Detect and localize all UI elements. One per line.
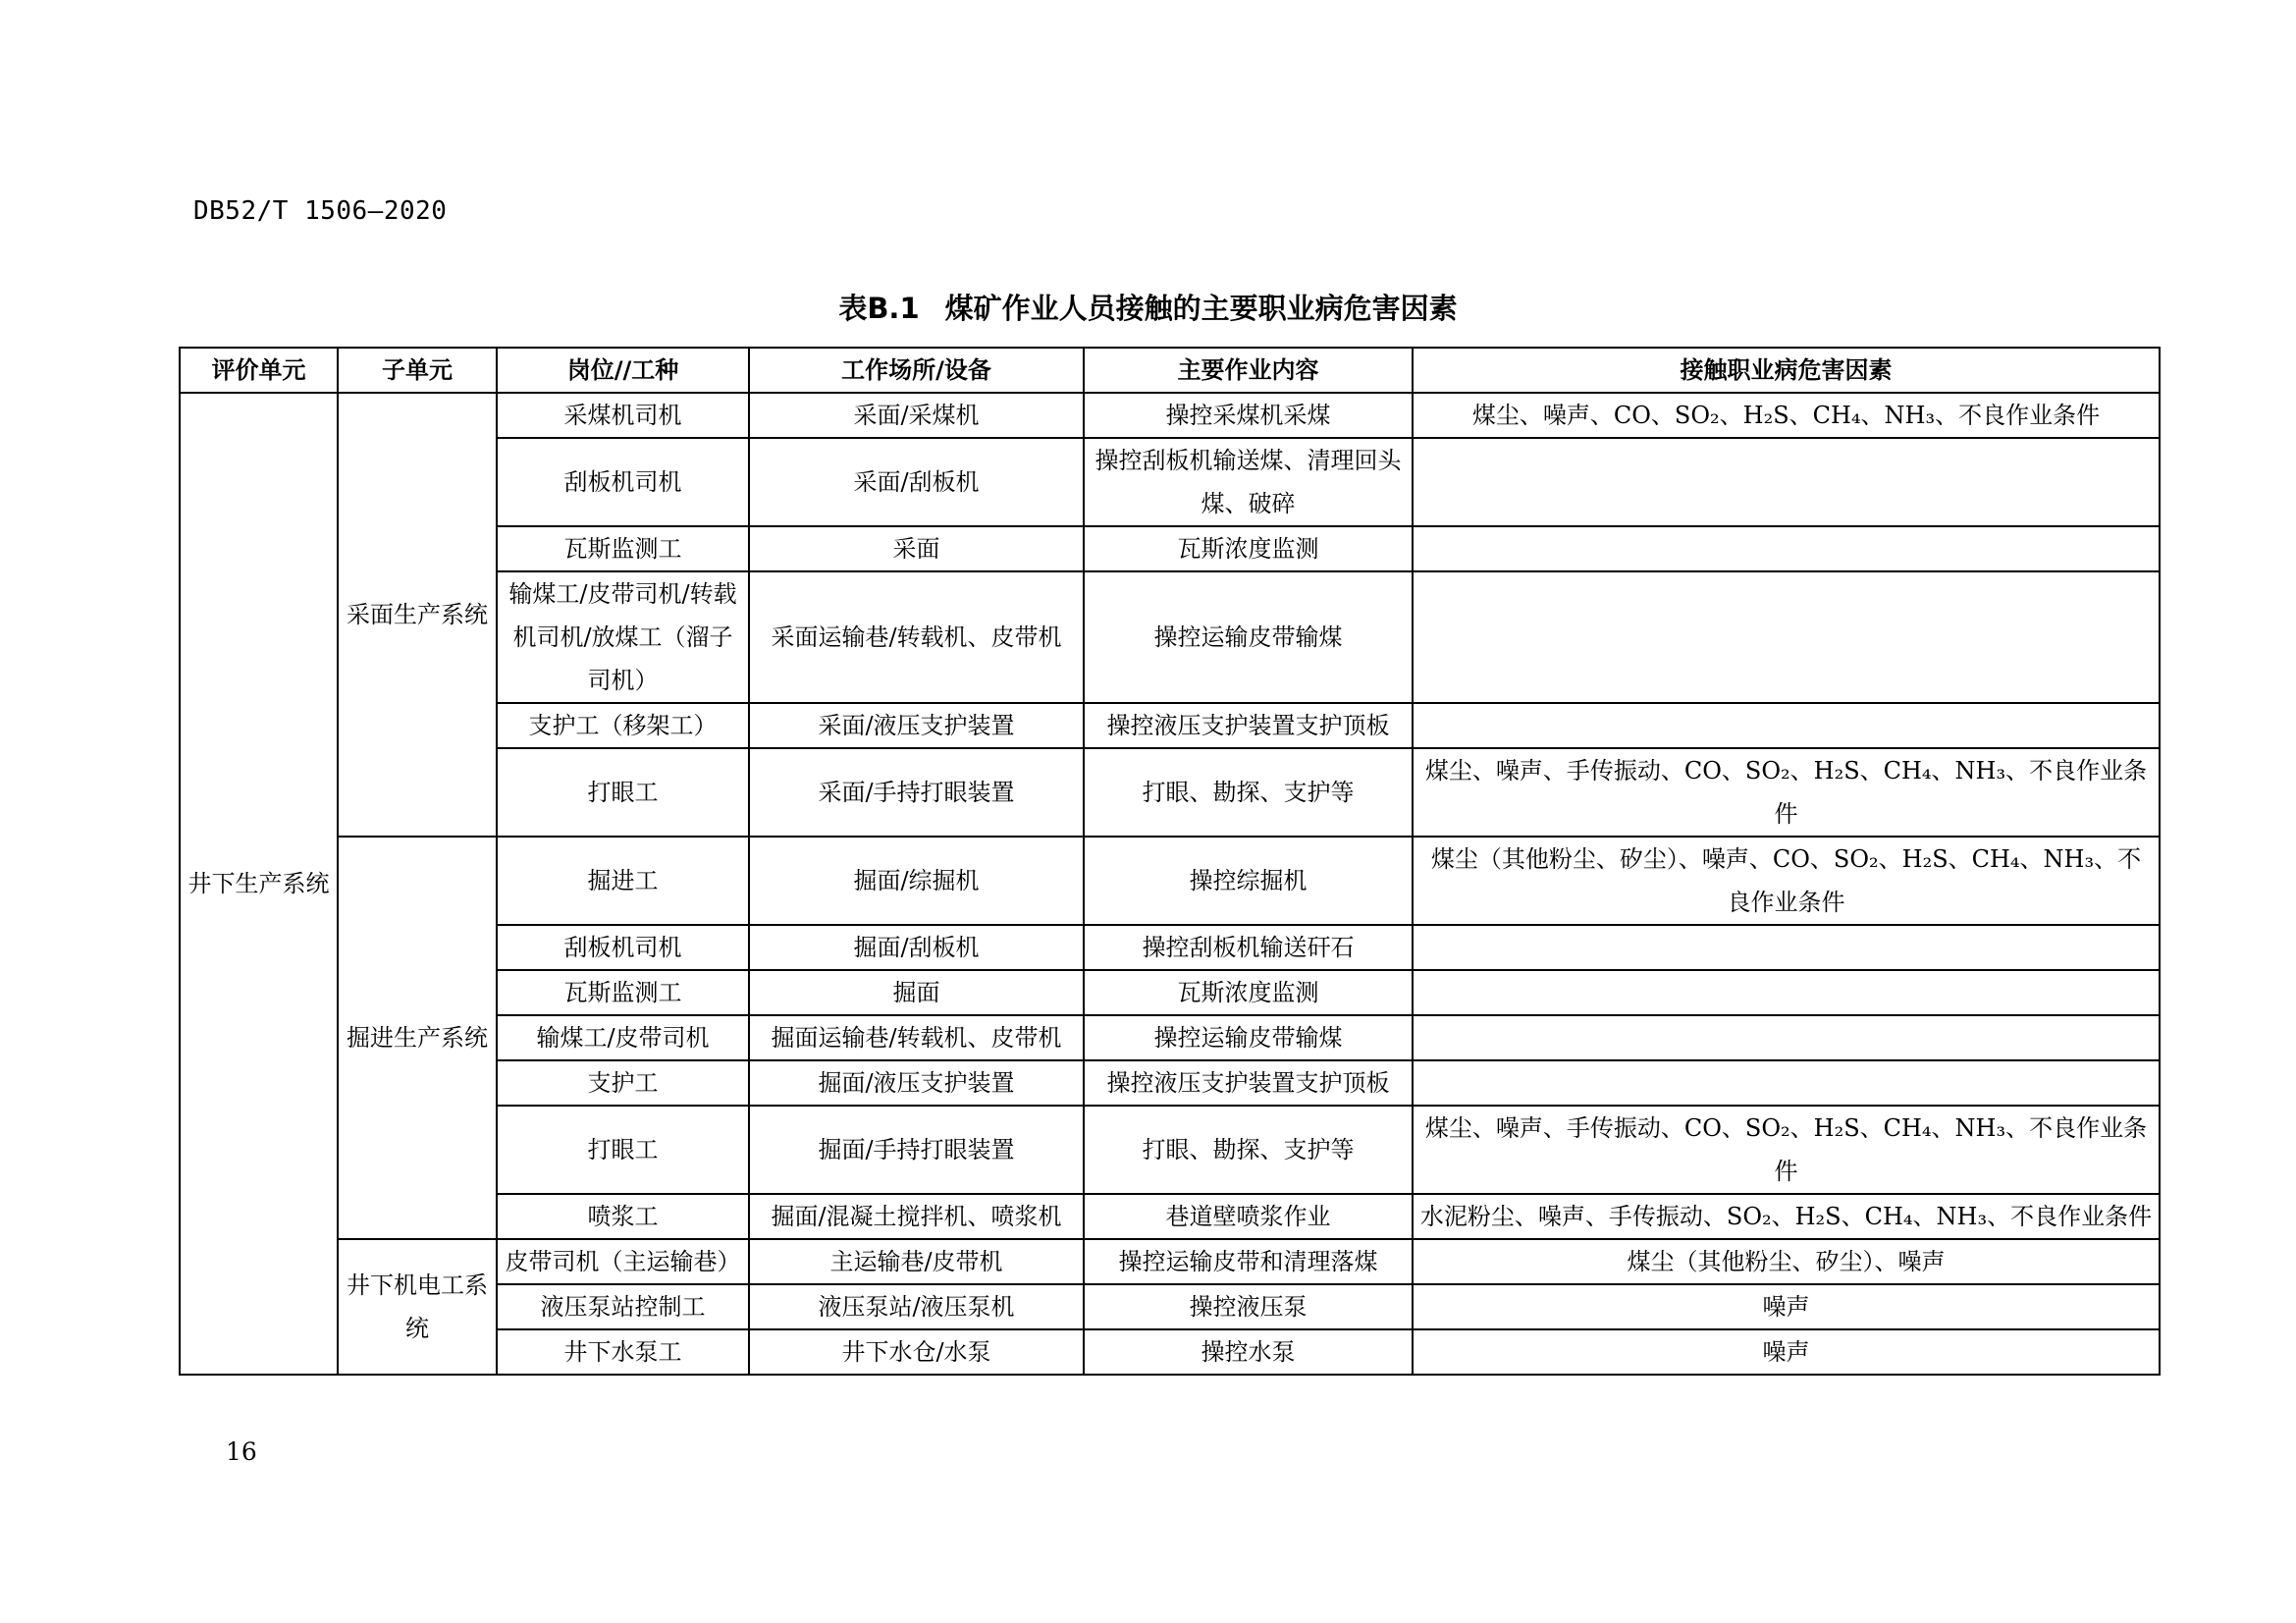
job-cell: 输煤工/皮带司机	[497, 1015, 749, 1060]
task-cell: 操控刮板机输送煤、清理回头煤、破碎	[1084, 438, 1413, 526]
table-title	[0, 287, 2296, 327]
workplace-cell: 掘面/混凝土搅拌机、喷浆机	[749, 1194, 1084, 1239]
job-cell: 瓦斯监测工	[497, 526, 749, 571]
evaluation-unit-cell: 井下生产系统	[180, 393, 338, 1375]
table-caption: 煤矿作业人员接触的主要职业病危害因素	[944, 292, 1458, 325]
task-cell: 操控综掘机	[1084, 837, 1413, 925]
page-number: 16	[226, 1437, 257, 1466]
task-cell: 瓦斯浓度监测	[1084, 526, 1413, 571]
hazard-cell: 煤尘、噪声、手传振动、CO、SO₂、H₂S、CH₄、NH₃、不良作业条件	[1413, 1106, 2160, 1194]
header-cell: 接触职业病危害因素	[1413, 348, 2160, 393]
job-cell: 刮板机司机	[497, 438, 749, 526]
job-cell: 支护工（移架工）	[497, 703, 749, 748]
table-row	[180, 837, 2160, 925]
job-cell: 打眼工	[497, 748, 749, 837]
workplace-cell: 采面/液压支护装置	[749, 703, 1084, 748]
workplace-cell: 掘面/综掘机	[749, 837, 1084, 925]
hazard-cell: 噪声	[1413, 1284, 2160, 1329]
header-cell: 工作场所/设备	[749, 348, 1084, 393]
hazard-cell	[1413, 703, 2160, 748]
task-cell: 打眼、勘探、支护等	[1084, 1106, 1413, 1194]
header-cell: 岗位//工种	[497, 348, 749, 393]
sub-unit-cell: 井下机电工系统	[338, 1239, 497, 1375]
table-header-row	[180, 348, 2160, 393]
workplace-cell: 采面/手持打眼装置	[749, 748, 1084, 837]
sub-unit-cell: 掘进生产系统	[338, 837, 497, 1239]
task-cell: 巷道壁喷浆作业	[1084, 1194, 1413, 1239]
header-cell: 主要作业内容	[1084, 348, 1413, 393]
document-id: DB52/T 1506—2020	[193, 196, 448, 226]
hazard-cell: 噪声	[1413, 1329, 2160, 1375]
job-cell: 掘进工	[497, 837, 749, 925]
hazard-cell: 煤尘（其他粉尘、矽尘）、噪声、CO、SO₂、H₂S、CH₄、NH₃、不良作业条件	[1413, 837, 2160, 925]
workplace-cell: 掘面/刮板机	[749, 925, 1084, 970]
table-number: 表B.1	[838, 292, 920, 325]
workplace-cell: 井下水仓/水泵	[749, 1329, 1084, 1375]
workplace-cell: 液压泵站/液压泵机	[749, 1284, 1084, 1329]
task-cell: 操控刮板机输送矸石	[1084, 925, 1413, 970]
job-cell: 皮带司机（主运输巷）	[497, 1239, 749, 1284]
job-cell: 支护工	[497, 1060, 749, 1106]
workplace-cell: 采面	[749, 526, 1084, 571]
header-cell: 子单元	[338, 348, 497, 393]
workplace-cell: 采面/刮板机	[749, 438, 1084, 526]
table-row	[180, 393, 2160, 438]
sub-unit-cell: 采面生产系统	[338, 393, 497, 837]
table-row	[180, 1239, 2160, 1284]
task-cell: 操控水泵	[1084, 1329, 1413, 1375]
task-cell: 操控采煤机采煤	[1084, 393, 1413, 438]
job-cell: 液压泵站控制工	[497, 1284, 749, 1329]
job-cell: 采煤机司机	[497, 393, 749, 438]
hazard-cell	[1413, 571, 2160, 703]
hazard-cell	[1413, 1060, 2160, 1106]
workplace-cell: 掘面/手持打眼装置	[749, 1106, 1084, 1194]
workplace-cell: 采面运输巷/转载机、皮带机	[749, 571, 1084, 703]
task-cell: 操控运输皮带输煤	[1084, 571, 1413, 703]
task-cell: 瓦斯浓度监测	[1084, 970, 1413, 1015]
hazard-cell: 煤尘（其他粉尘、矽尘）、噪声	[1413, 1239, 2160, 1284]
job-cell: 井下水泵工	[497, 1329, 749, 1375]
hazard-cell: 煤尘、噪声、CO、SO₂、H₂S、CH₄、NH₃、不良作业条件	[1413, 393, 2160, 438]
task-cell: 操控液压泵	[1084, 1284, 1413, 1329]
hazard-cell	[1413, 970, 2160, 1015]
header-cell: 评价单元	[180, 348, 338, 393]
hazard-cell	[1413, 438, 2160, 526]
hazard-cell: 煤尘、噪声、手传振动、CO、SO₂、H₂S、CH₄、NH₃、不良作业条件	[1413, 748, 2160, 837]
task-cell: 操控液压支护装置支护顶板	[1084, 1060, 1413, 1106]
task-cell: 操控运输皮带和清理落煤	[1084, 1239, 1413, 1284]
workplace-cell: 采面/采煤机	[749, 393, 1084, 438]
workplace-cell: 掘面运输巷/转载机、皮带机	[749, 1015, 1084, 1060]
job-cell: 刮板机司机	[497, 925, 749, 970]
task-cell: 打眼、勘探、支护等	[1084, 748, 1413, 837]
hazard-table	[179, 347, 2161, 1376]
hazard-cell	[1413, 1015, 2160, 1060]
hazard-cell	[1413, 526, 2160, 571]
workplace-cell: 掘面	[749, 970, 1084, 1015]
job-cell: 喷浆工	[497, 1194, 749, 1239]
workplace-cell: 掘面/液压支护装置	[749, 1060, 1084, 1106]
hazard-cell	[1413, 925, 2160, 970]
workplace-cell: 主运输巷/皮带机	[749, 1239, 1084, 1284]
task-cell: 操控运输皮带输煤	[1084, 1015, 1413, 1060]
job-cell: 输煤工/皮带司机/转载机司机/放煤工（溜子司机）	[497, 571, 749, 703]
hazard-cell: 水泥粉尘、噪声、手传振动、SO₂、H₂S、CH₄、NH₃、不良作业条件	[1413, 1194, 2160, 1239]
task-cell: 操控液压支护装置支护顶板	[1084, 703, 1413, 748]
job-cell: 打眼工	[497, 1106, 749, 1194]
job-cell: 瓦斯监测工	[497, 970, 749, 1015]
